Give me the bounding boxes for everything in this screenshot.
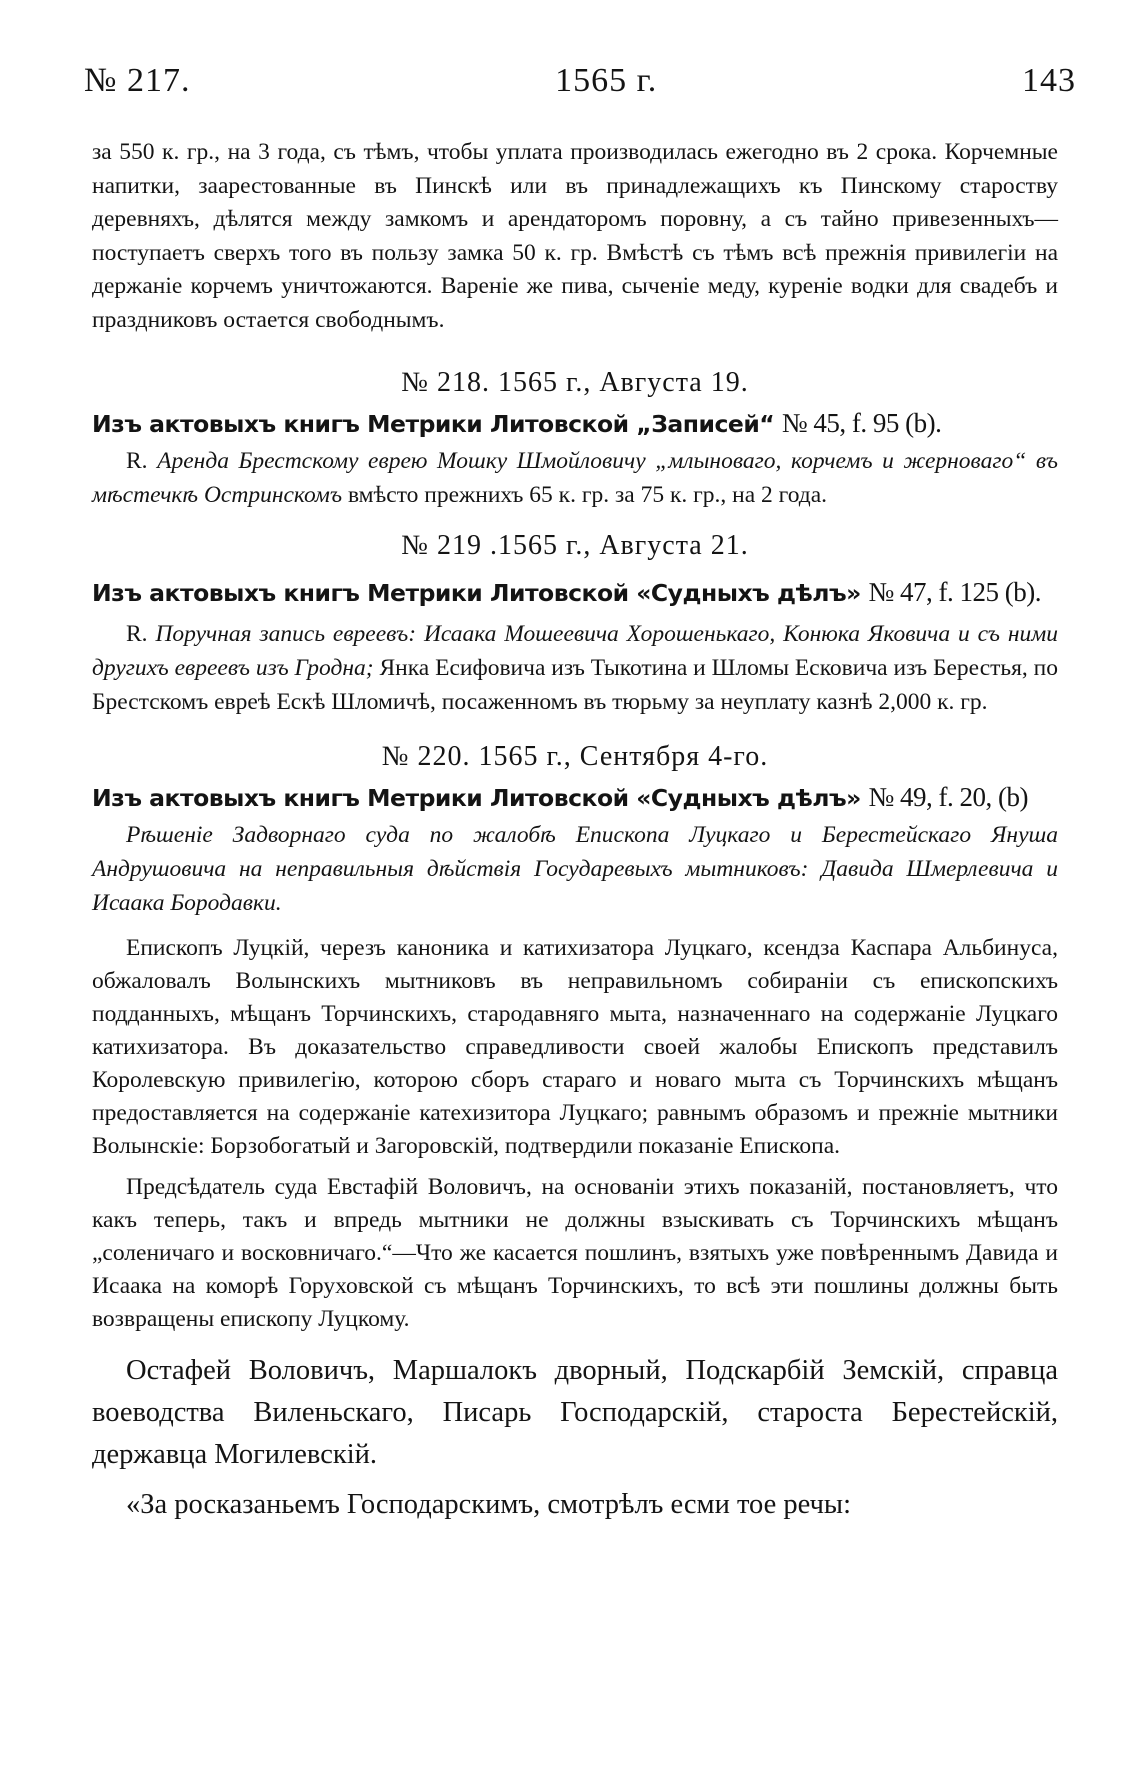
entry-220-source-text: Изъ актовыхъ книгъ Метрики Литовской «Судныхъ дѣлъ» xyxy=(92,784,861,812)
page-header xyxy=(84,62,1076,132)
document-number: № 217. xyxy=(84,62,191,99)
entry-218-source-text: Изъ актовыхъ книгъ Метрики Литовской „Записей“ xyxy=(92,410,775,438)
entry-219-regest-italic: Поручная запись евреевъ: Исаака Мошеевича Хорошенькаго, Конюка Яковича и съ ними другихъ евреевъ изъ Гродна; xyxy=(92,621,1059,681)
entry-219-regest xyxy=(92,617,1058,719)
entry-220-document-2: «За росказаньемъ Господарскимъ, смотрѣлъ есми тое речы: xyxy=(126,1489,851,1520)
entry-219-regest-plain: Янка Есифовича изъ Тыкотина и Шломы Есковича изъ Берестья, по Брестскомъ евреѣ Ескѣ Шломичѣ, посаженномъ въ тюрьму за неуплату казнѣ 2,000 к. гр. xyxy=(92,655,1059,715)
entry-220 xyxy=(92,737,1058,1526)
entry-218-title: № 218. 1565 г., Августа 19. xyxy=(401,367,749,398)
entry-220-title: № 220. 1565 г., Сентября 4-го. xyxy=(381,741,769,772)
entry-220-document-1: Остафей Воловичъ, Маршалокъ дворный, Подскарбій Земскій, справца воеводства Виленьскаго, Писарь Господарскій, староста Берестейскій, державца Могилевскій. xyxy=(92,1355,1058,1470)
entry-218-source xyxy=(92,403,1058,444)
page-year: 1565 г. xyxy=(555,62,658,99)
entry-219-source xyxy=(92,572,1058,613)
page-number: 143 xyxy=(1021,62,1076,99)
entry-219-source-text: Изъ актовыхъ книгъ Метрики Литовской «Судныхъ дѣлъ» xyxy=(92,579,861,607)
entry-219-label: R. xyxy=(126,621,148,647)
entry-218 xyxy=(92,363,1058,512)
entry-218-regest-italic: Аренда Брестскому еврею Мошку Шмойловичу „млыноваго, корчемъ и жерноваго“ въ мѣстечкѣ Остринскомъ xyxy=(92,448,1058,508)
entry-218-regest xyxy=(92,444,1058,512)
entry-219 xyxy=(92,526,1058,719)
entry-218-regest-plain: вмѣсто прежнихъ 65 к. гр. за 75 к. гр., на 2 года. xyxy=(347,482,828,508)
entry-218-source-ref: № 45, f. 95 (b). xyxy=(781,408,942,438)
entry-220-regest xyxy=(92,818,1058,920)
document-page xyxy=(84,62,1076,1526)
entry-219-title: № 219 .1565 г., Августа 21. xyxy=(401,530,749,561)
entry-217-continuation: за 550 к. гр., на 3 года, съ тѣмъ, чтобы уплата производилась ежегодно въ 2 срока. Корчемные напитки, заарестованные въ Пинскѣ или въ принадлежащихъ къ Пинскому староству деревняхъ, дѣлятся между замкомъ и арендаторомъ поровну, а съ тайно привезенныхъ—поступаетъ сверхъ того въ пользу замка 50 к. гр. Вмѣстѣ съ тѣмъ всѣ прежнія привилегіи на держаніе корчемъ уничтожаются. Вареніе же пива, сыченіе меду, куреніе водки для свадебъ и праздниковъ остается свободнымъ. xyxy=(92,139,1058,333)
entry-220-regest-italic: Рѣшеніе Задворнаго суда по жалобѣ Епископа Луцкаго и Берестейскаго Януша Андрушовича на неправильныя дѣйствія Государевыхъ мытниковъ: Давида Шмерлевича и Исаака Бородавки. xyxy=(92,822,1058,916)
entry-218-label: R. xyxy=(126,448,148,474)
entry-219-source-ref: № 47, f. 125 (b). xyxy=(868,577,1041,607)
entry-220-summary-1: Епископъ Луцкій, черезъ каноника и катихизатора Луцкаго, ксендза Каспара Альбинуса, обжаловалъ Волынскихъ мытниковъ въ неправильномъ собираніи съ епископскихъ подданныхъ, мѣщанъ Торчинскихъ, стародавняго мыта, назначеннаго на содержаніе Луцкаго катихизатора. Въ доказательство справедливости своей жалобы Епископъ представилъ Королевскую привилегію, которою сборъ стараго и новаго мыта съ Торчинскихъ мѣщанъ предоставляется на содержаніе катехизитора Луцкаго; равнымъ образомъ и прежніе мытники Волынскіе: Борзобогатый и Загоровскій, подтвердили показаніе Епископа. xyxy=(92,935,1058,1159)
entry-220-source xyxy=(92,777,1058,818)
entry-220-source-ref: № 49, f. 20, (b) xyxy=(868,782,1028,812)
entry-220-summary-2: Предсѣдатель суда Евстафій Воловичъ, на основаніи этихъ показаній, постановляетъ, что какъ теперь, такъ и впредь мытники не должны взыскивать съ Торчинскихъ мѣщанъ „соленичаго и восковничаго.“—Что же касается пошлинъ, взятыхъ уже повѣреннымъ Давида и Исаака на коморѣ Горуховской съ мѣщанъ Торчинскихъ, то всѣ эти пошлины должны быть возвращены епископу Луцкому. xyxy=(92,1174,1058,1332)
